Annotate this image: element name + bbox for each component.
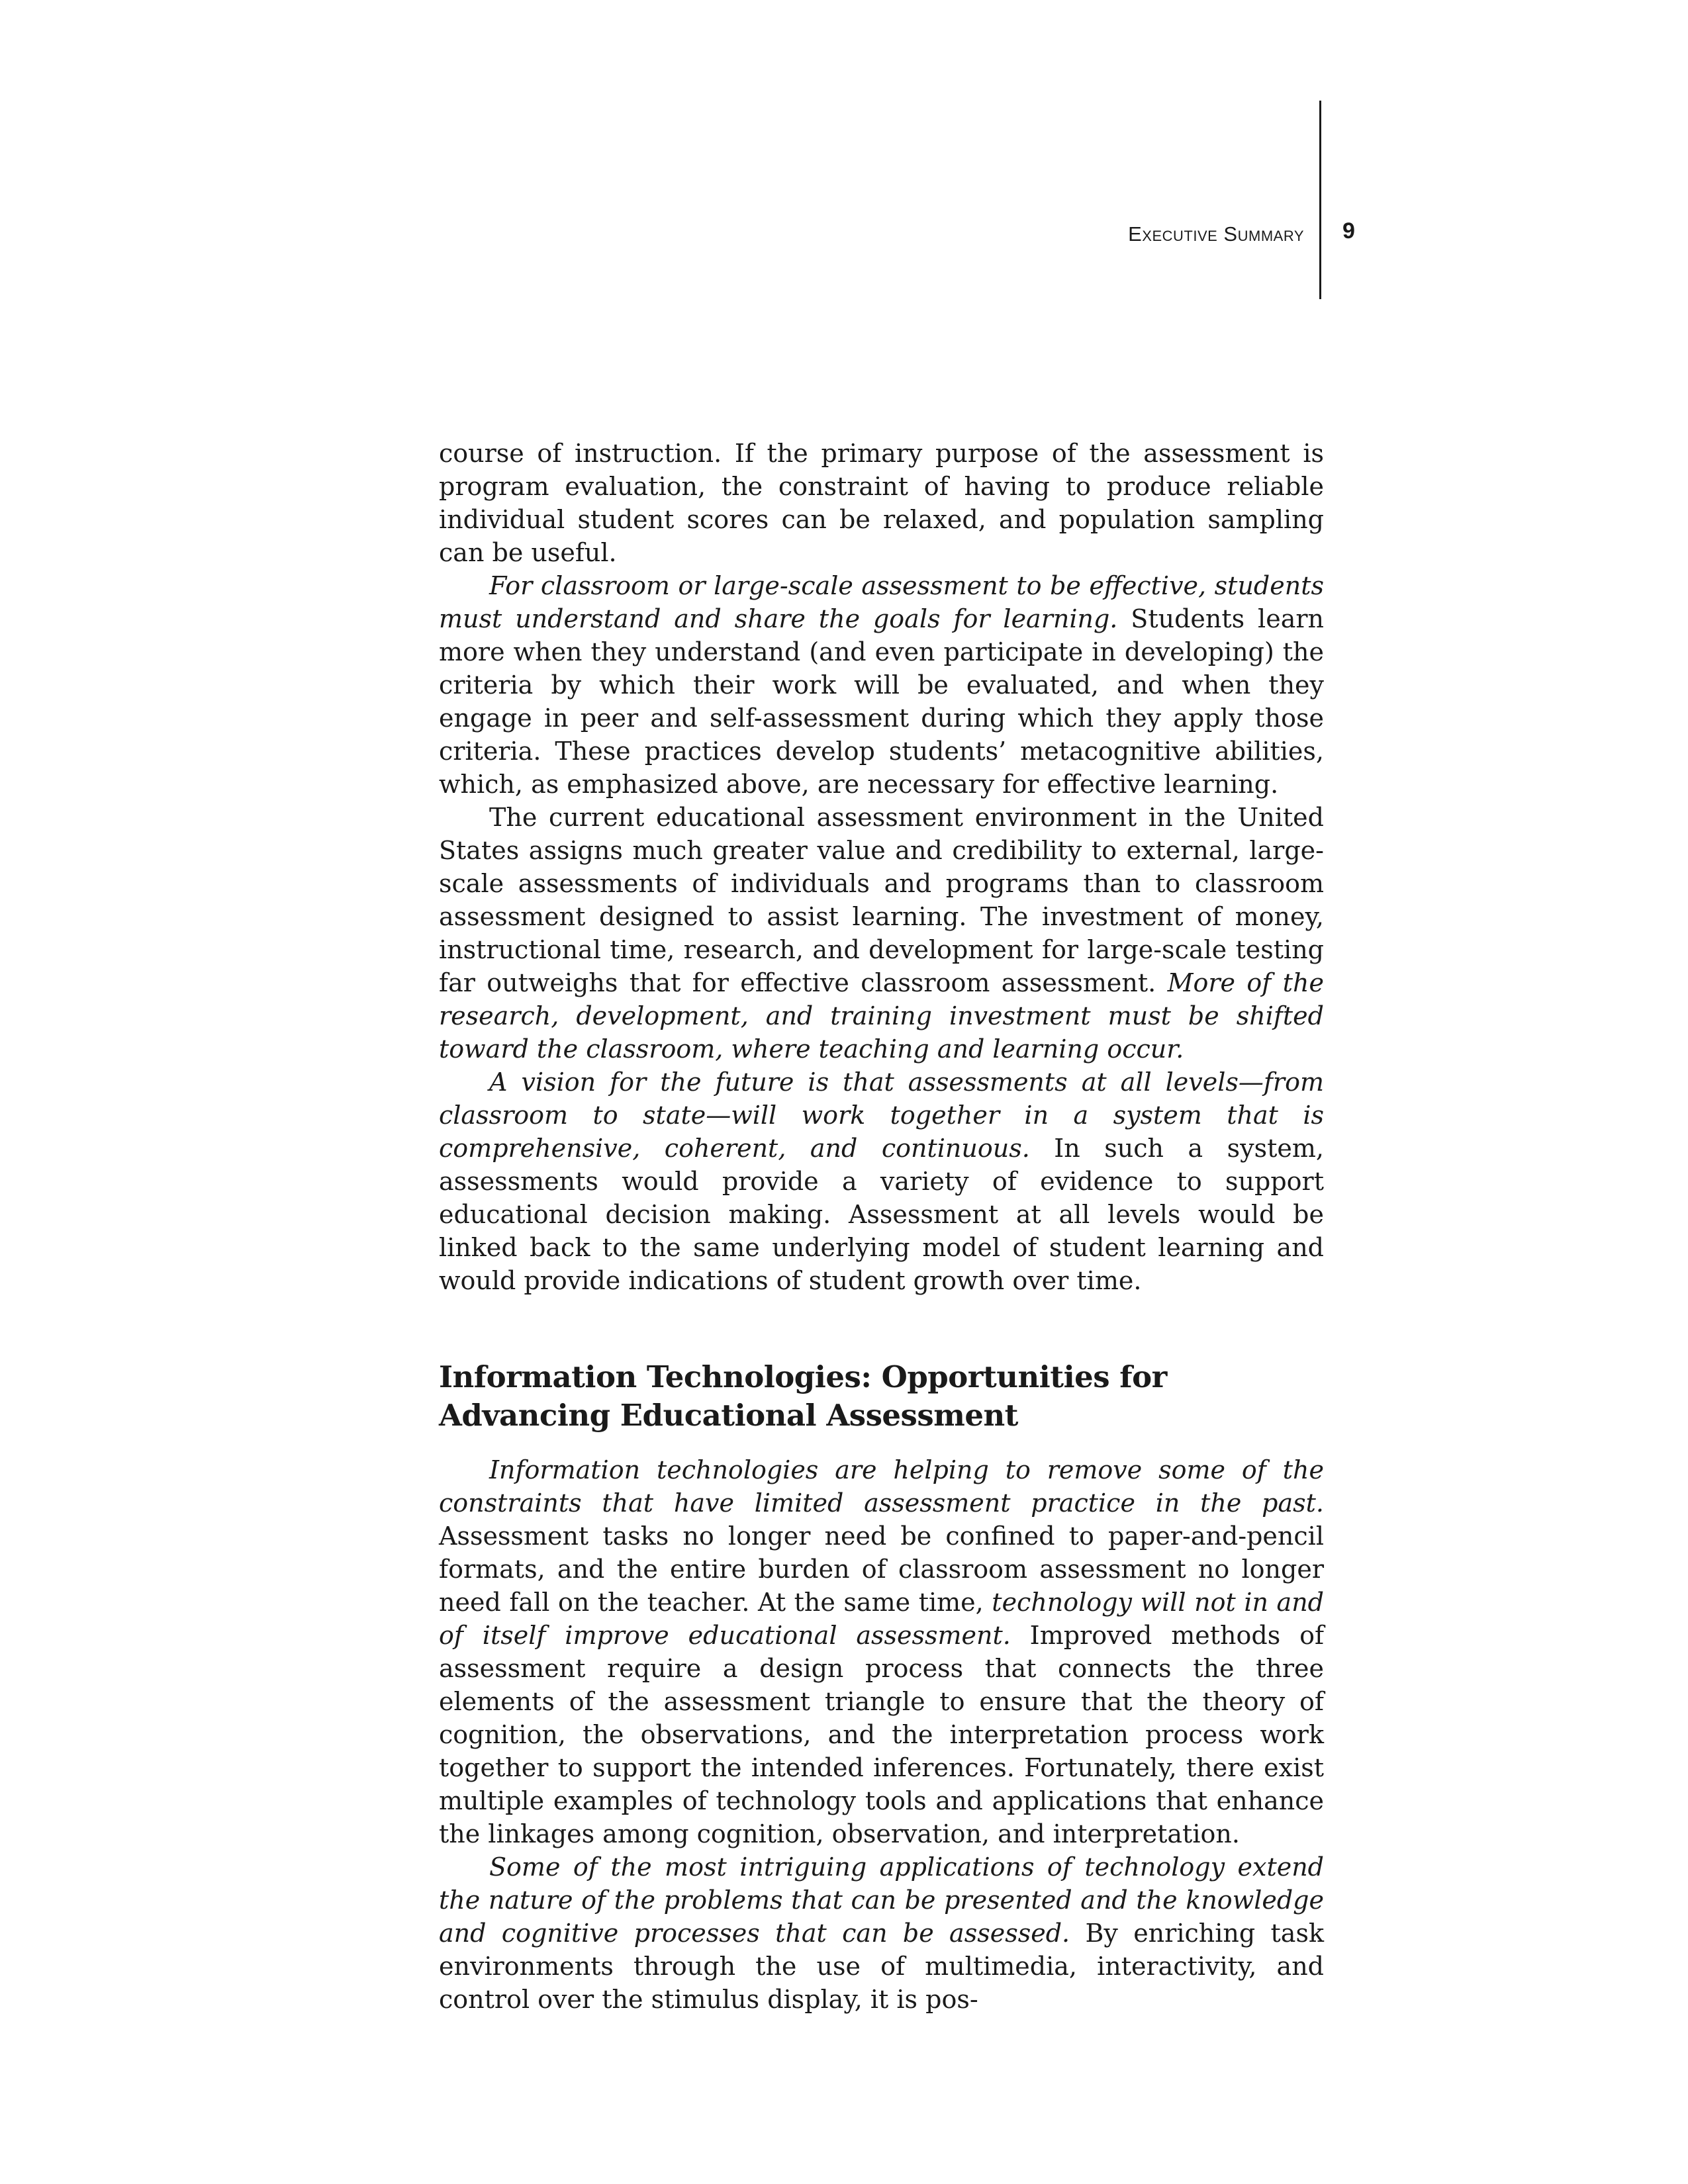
italic-text: More of the research, development, and training investment must be shifted toward the classroom, where teaching and learning occur. <box>439 968 1324 1064</box>
running-head: Executive Summary <box>1128 222 1304 246</box>
section-heading-line-2: Advancing Educational Assessment <box>439 1398 1018 1433</box>
body-text <box>439 437 1324 2016</box>
paragraph <box>439 1066 1324 1297</box>
italic-text: Some of the most intriguing applications of technology extend the nature of the problems that can be presented and the knowledge and cognitive processes that can be assessed. <box>439 1852 1324 1948</box>
section-heading-line-1: Information Technologies: Opportunities for <box>439 1359 1167 1394</box>
italic-text: A vision for the future is that assessments at all levels—from classroom to state—will work together in a system that is comprehensive, coherent, and continuous. <box>439 1068 1324 1163</box>
paragraph-text: Students learn more when they understand (and even participate in developing) the criteria by which their work will be evaluated, and when they engage in peer and self-assessment during which they apply those criteria. These practices develop students’ metacognitive abilities, which, as emphasized above, are necessary for effective learning. <box>439 604 1324 799</box>
italic-text: Information technologies are helping to remove some of the constraints that have limited assessment practice in the past. <box>439 1455 1324 1518</box>
paragraph-text: The current educational assessment environment in the United States assigns much greater value and credibility to external, large-scale assessments of individuals and programs than to classroom assessment designed to assist learning. The investment of money, instructional time, research, and development for large-scale testing far outweighs that for effective classroom assessment. <box>439 803 1324 997</box>
paragraph-text: course of instruction. If the primary purpose of the assessment is program evaluation, the constraint of having to produce reliable individual student scores can be relaxed, and population sampling can be useful. <box>439 439 1324 567</box>
paragraph <box>439 437 1324 569</box>
italic-text: technology will not in and of itself improve educational assessment. <box>439 1588 1324 1650</box>
paragraph-text: In such a system, assessments would provide a variety of evidence to support educational decision making. Assessment at all levels would be linked back to the same underlying model of student learning and would provide indications of student growth over time. <box>439 1134 1325 1295</box>
top-paragraphs <box>439 437 1324 1297</box>
paragraph-text: Improved methods of assessment require a design process that connects the three elements of the assessment triangle to ensure that the theory of cognition, the observations, and the interpretation process work together to support the intended inferences. Fortunately, there exist multiple examples of technology tools and applications that enhance the linkages among cognition, observation, and interpretation. <box>439 1621 1325 1848</box>
paragraph-text: By enriching task environments through the use of multimedia, interactivity, and control over the stimulus display, it is pos- <box>439 1919 1324 2014</box>
paragraph <box>439 1850 1324 2016</box>
paragraph <box>439 801 1324 1066</box>
italic-text: For classroom or large-scale assessment to be effective, students must understand and share the goals for learning. <box>439 571 1324 633</box>
paragraph <box>439 1453 1324 1850</box>
paragraph <box>439 569 1324 801</box>
page-number: 9 <box>1342 218 1355 244</box>
paragraph-text: Assessment tasks no longer need be confined to paper-and-pencil formats, and the entire burden of classroom assessment no longer need fall on the teacher. At the same time, <box>439 1522 1324 1617</box>
header-rule <box>1319 101 1321 299</box>
bottom-paragraphs <box>439 1453 1324 2016</box>
section-heading <box>439 1358 1324 1435</box>
